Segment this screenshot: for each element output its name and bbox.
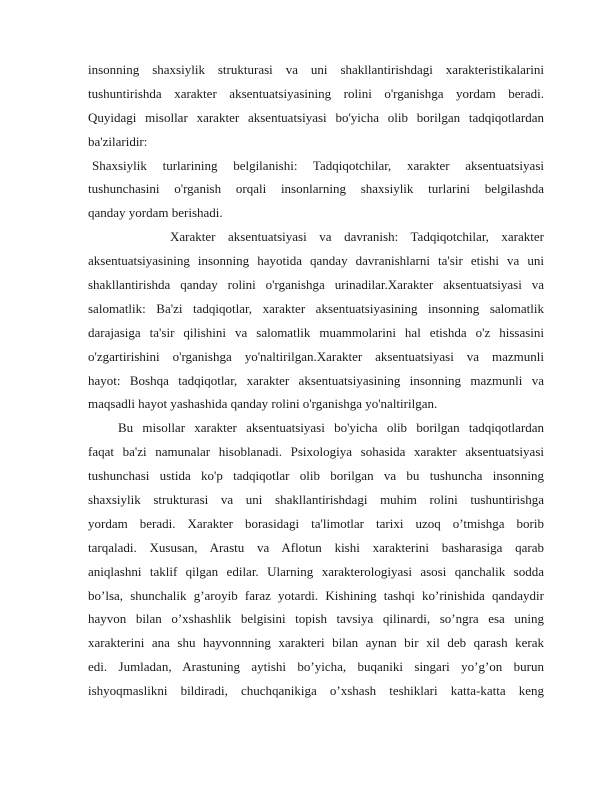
text-line: tushunchasini o'rganish orqali insonlarning shaxsiylik turlarini belgilashda: [88, 181, 544, 197]
text-line: xarakterini ana shu hayvonnning xarakteri bilan aynan bir xil deb qarash kerak: [88, 635, 544, 651]
text-line: shaxsiylik strukturasi va uni shakllantirishdagi muhim rolini tushuntirishga: [88, 492, 544, 508]
text-line: aksentuatsiyasining insonning hayotida qanday davranishlarni ta'sir etishi va uni: [88, 253, 544, 269]
text-line: bo’lsa, shunchalik g’aroyib faraz yotardi. Kishining tashqi ko’rinishida qandaydir: [88, 587, 544, 603]
text-line: ba'zilaridir:: [88, 133, 148, 149]
paragraph-4: [88, 416, 544, 703]
paragraph-3: [88, 225, 544, 416]
text-line: hayvon bilan o’xshashlik belgisini topish tavsiya qilinardi, so’ngra esa uning: [88, 611, 544, 627]
text-line: qanday yordam berishadi.: [88, 205, 223, 221]
text-line: Shaxsiylik turlarining belgilanishi: Tadqiqotchilar, xarakter aksentuatsiyasi: [92, 157, 544, 173]
paragraph-2: [88, 154, 544, 226]
document-body: [88, 58, 544, 703]
text-line: o'zgartirishini o'rganishga yo'naltirilgan.Xarakter aksentuatsiyasi va mazmunli: [88, 348, 544, 364]
text-line: salomatlik: Ba'zi tadqiqotlar, xarakter aksentuatsiyasining insonning salomatlik: [88, 300, 544, 316]
text-line: tushuntirishda xarakter aksentuatsiyasining rolini o'rganishga yordam beradi.: [88, 85, 544, 101]
text-line: maqsadli hayot yashashida qanday rolini o'rganishga yo'naltirilgan.: [88, 396, 438, 412]
text-line: faqat ba'zi namunalar hisoblanadi. Psixologiya sohasida xarakter aksentuatsiyasi: [88, 444, 544, 460]
text-line: tushunchasi ustida ko'p tadqiqotlar olib borilgan va bu tushuncha insonning: [88, 468, 544, 484]
text-line: darajasiga ta'sir qilishini va salomatlik muammolarini hal etishda o'z hissasini: [88, 324, 544, 340]
text-line: ishyoqmaslikni bildiradi, chuchqanikiga o’xshash teshiklari katta-katta keng: [88, 683, 544, 699]
text-line: tarqaladi. Xususan, Arastu va Aflotun kishi xarakterini basharasiga qarab: [88, 539, 544, 555]
paragraph-1: [88, 58, 544, 154]
text-line: hayot: Boshqa tadqiqotlar, xarakter aksentuatsiyasining insonning mazmunli va: [88, 372, 544, 388]
text-line: Xarakter aksentuatsiyasi va davranish: Tadqiqotchilar, xarakter: [170, 229, 544, 245]
text-line: aniqlashni taklif qilgan edilar. Ularning xarakterologiyasi asosi qanchalik sodda: [88, 563, 544, 579]
text-line: Bu misollar xarakter aksentuatsiyasi bo'yicha olib borilgan tadqiqotlardan: [118, 420, 544, 436]
text-line: yordam beradi. Xarakter borasidagi ta'limotlar tarixi uzoq o’tmishga borib: [88, 515, 544, 531]
text-line: edi. Jumladan, Arastuning aytishi bo’yicha, buqaniki singari yo’g’on burun: [88, 659, 544, 675]
text-line: shakllantirishda qanday rolini o'rganishga urinadilar.Xarakter aksentuatsiyasi va: [88, 277, 544, 293]
text-line: insonning shaxsiylik strukturasi va uni shakllantirishdagi xarakteristikalarini: [88, 62, 544, 77]
text-line: Quyidagi misollar xarakter aksentuatsiyasi bo'yicha olib borilgan tadqiqotlardan: [88, 109, 544, 125]
